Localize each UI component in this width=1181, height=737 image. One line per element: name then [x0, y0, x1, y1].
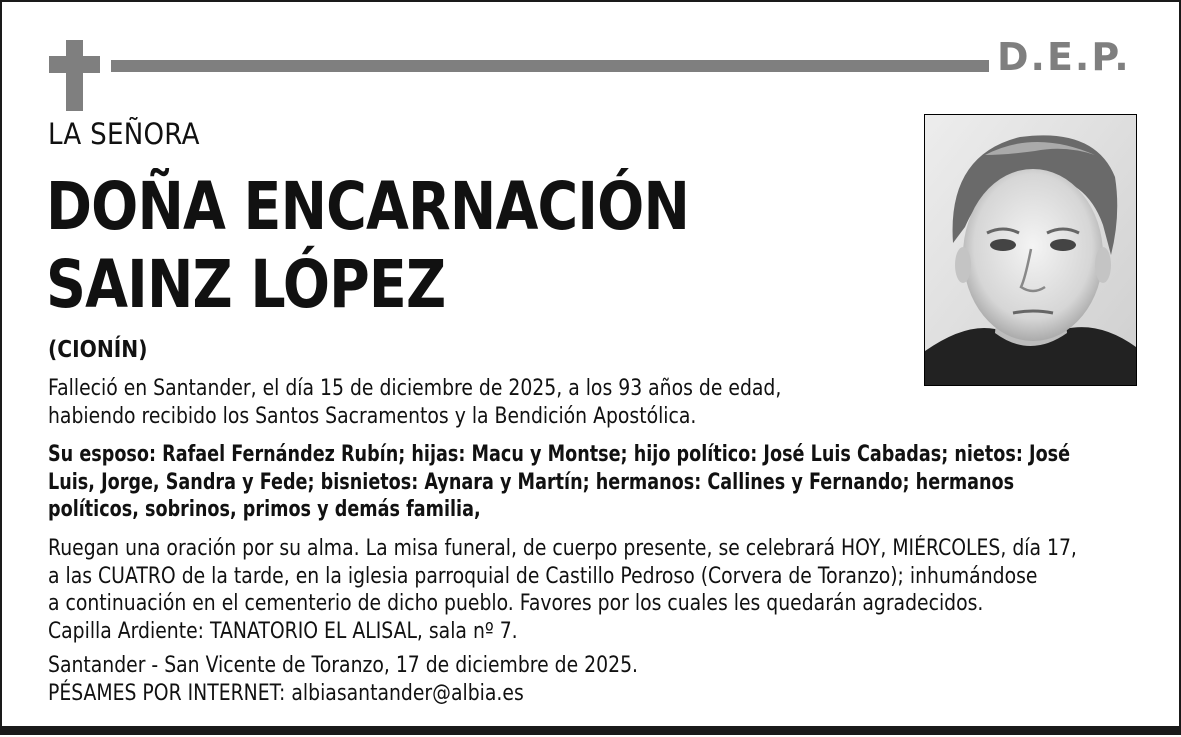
- death-notice-line: habiendo recibido los Santos Sacramentos y la Bendición Apostólica.: [48, 403, 697, 429]
- deceased-name: [46, 168, 689, 324]
- service-line: Ruegan una oración por su alma. La misa funeral, de cuerpo presente, se celebrará HOY, MIÉRCOLES, día 17,: [48, 536, 1077, 561]
- cross-horizontal-bar: [49, 56, 100, 73]
- death-notice: [48, 375, 781, 430]
- service-line: a las CUATRO de la tarde, en la iglesia parroquial de Castillo Pedroso (Corvera de Toranzo); inhumándose: [48, 563, 1038, 589]
- family-list: [48, 441, 1070, 524]
- death-notice-line: Falleció en Santander, el día 15 de diciembre de 2025, a los 93 años de edad,: [48, 376, 782, 401]
- name-line-2: SAINZ LÓPEZ: [46, 246, 446, 323]
- header-rule: [111, 60, 989, 72]
- family-line: políticos, sobrinos, primos y demás familia,: [48, 497, 481, 522]
- portrait-photo: [924, 114, 1137, 386]
- service-line: a continuación en el cementerio de dicho pueblo. Favores por los cuales les quedarán agradecidos.: [48, 591, 984, 616]
- footer: [48, 652, 638, 707]
- portrait-illustration: [925, 115, 1136, 385]
- condolences-line: PÉSAMES POR INTERNET: albiasantander@albia.es: [48, 680, 524, 706]
- dep-label: D.E.P.: [997, 35, 1131, 79]
- service-details: [48, 535, 1077, 645]
- service-line: Capilla Ardiente: TANATORIO EL ALISAL, sala nº 7.: [48, 618, 518, 644]
- cross-vertical-bar: [66, 40, 83, 111]
- honorific: LA SEÑORA: [48, 117, 200, 151]
- nickname: (CIONÍN): [48, 337, 148, 363]
- family-line: Luis, Jorge, Sandra y Fede; bisnietos: Aynara y Martín; hermanos: Callines y Fernando; hermanos: [48, 469, 1015, 495]
- name-line-1: DOÑA ENCARNACIÓN: [46, 168, 690, 245]
- family-line: Su esposo: Rafael Fernández Rubín; hijas: Macu y Montse; hijo político: José Luis Cabadas; nietos: José: [48, 442, 1071, 467]
- place-date: Santander - San Vicente de Toranzo, 17 de diciembre de 2025.: [48, 653, 639, 678]
